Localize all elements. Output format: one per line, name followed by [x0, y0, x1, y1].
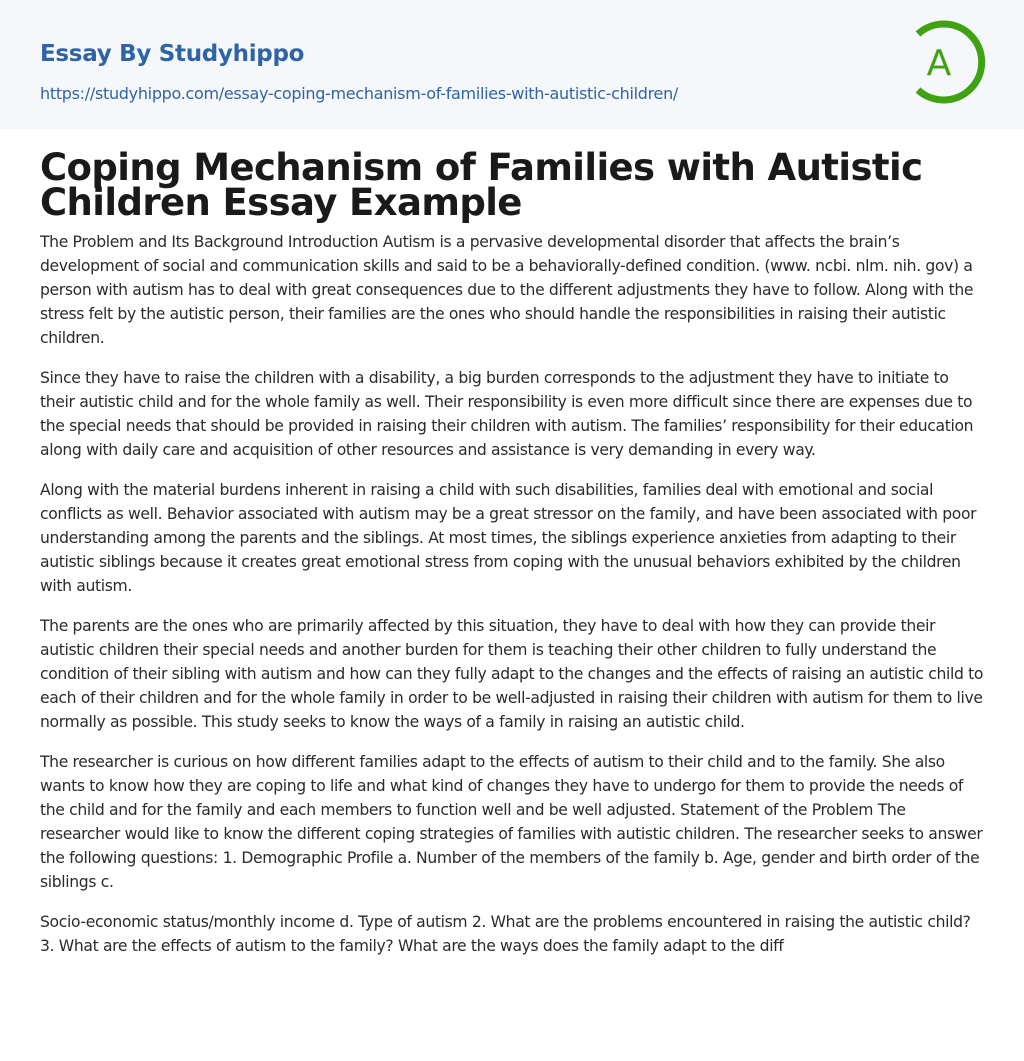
article-title: Coping Mechanism of Families with Autistic Children Essay Example	[40, 146, 923, 224]
site-brand[interactable]: Essay By Studyhippo	[40, 41, 305, 67]
logo-letter: A	[926, 43, 952, 84]
article	[0, 129, 1024, 958]
paragraph: Since they have to raise the children with a disability, a big burden corresponds to the adjustment they have to initiate to their autistic child and for the whole family as well. Their responsibility is even more difficult since there are expenses due to the special needs that should be provided in raising their children with autism. The families’ responsibility for their education along with daily care and acquisition of other resources and assistance is very demanding in every way.	[40, 369, 974, 459]
site-header	[0, 0, 1024, 129]
paragraph: The researcher is curious on how different families adapt to the effects of autism to their child and to the family. She also wants to know how they are coping to life and what kind of changes they have to undergo for them to provide the needs of the child and for the family and each members to function well and be well adjusted. Statement of the Problem The researcher would like to know the different coping strategies of families with autistic children. The researcher seeks to answer the following questions: 1. Demographic Profile a. Number of the members of the family b. Age, gender and birth order of the siblings c.	[40, 753, 983, 891]
paragraph: The Problem and Its Background Introduction Autism is a pervasive developmental disorder that affects the brain’s development of social and communication skills and said to be a behaviorally-defined condition. (www. ncbi. nlm. nih. gov) a person with autism has to deal with great consequences due to the different adjustments they have to follow. Along with the stress felt by the autistic person, their families are the ones who should handle the responsibilities in raising their autistic children.	[40, 233, 974, 347]
studyhippo-logo-icon[interactable]	[908, 18, 988, 106]
paragraph: The parents are the ones who are primarily affected by this situation, they have to deal with how they can provide their autistic children their special needs and another burden for them is teaching their other children to fully understand the condition of their sibling with autism and how can they fully adapt to the changes and the effects of raising an autistic child to each of their children and for the whole family in order to be well-adjusted in raising their children with autism for them to live normally as possible. This study seeks to know the ways of a family in raising an autistic child.	[40, 617, 984, 731]
article-body	[40, 230, 984, 958]
page-url-link[interactable]: https://studyhippo.com/essay-coping-mechanism-of-families-with-autistic-children/	[40, 84, 678, 103]
paragraph: Along with the material burdens inherent in raising a child with such disabilities, families deal with emotional and social conflicts as well. Behavior associated with autism may be a great stressor on the family, and have been associated with poor understanding among the parents and the siblings. At most times, the siblings experience anxieties from adapting to their autistic siblings because it creates great emotional stress from coping with the unusual behaviors exhibited by the children with autism.	[40, 481, 977, 595]
paragraph: Socio-economic status/monthly income d. Type of autism 2. What are the problems encountered in raising the autistic child? 3. What are the effects of autism to the family? What are the ways does the family adapt to the diff	[40, 913, 971, 955]
